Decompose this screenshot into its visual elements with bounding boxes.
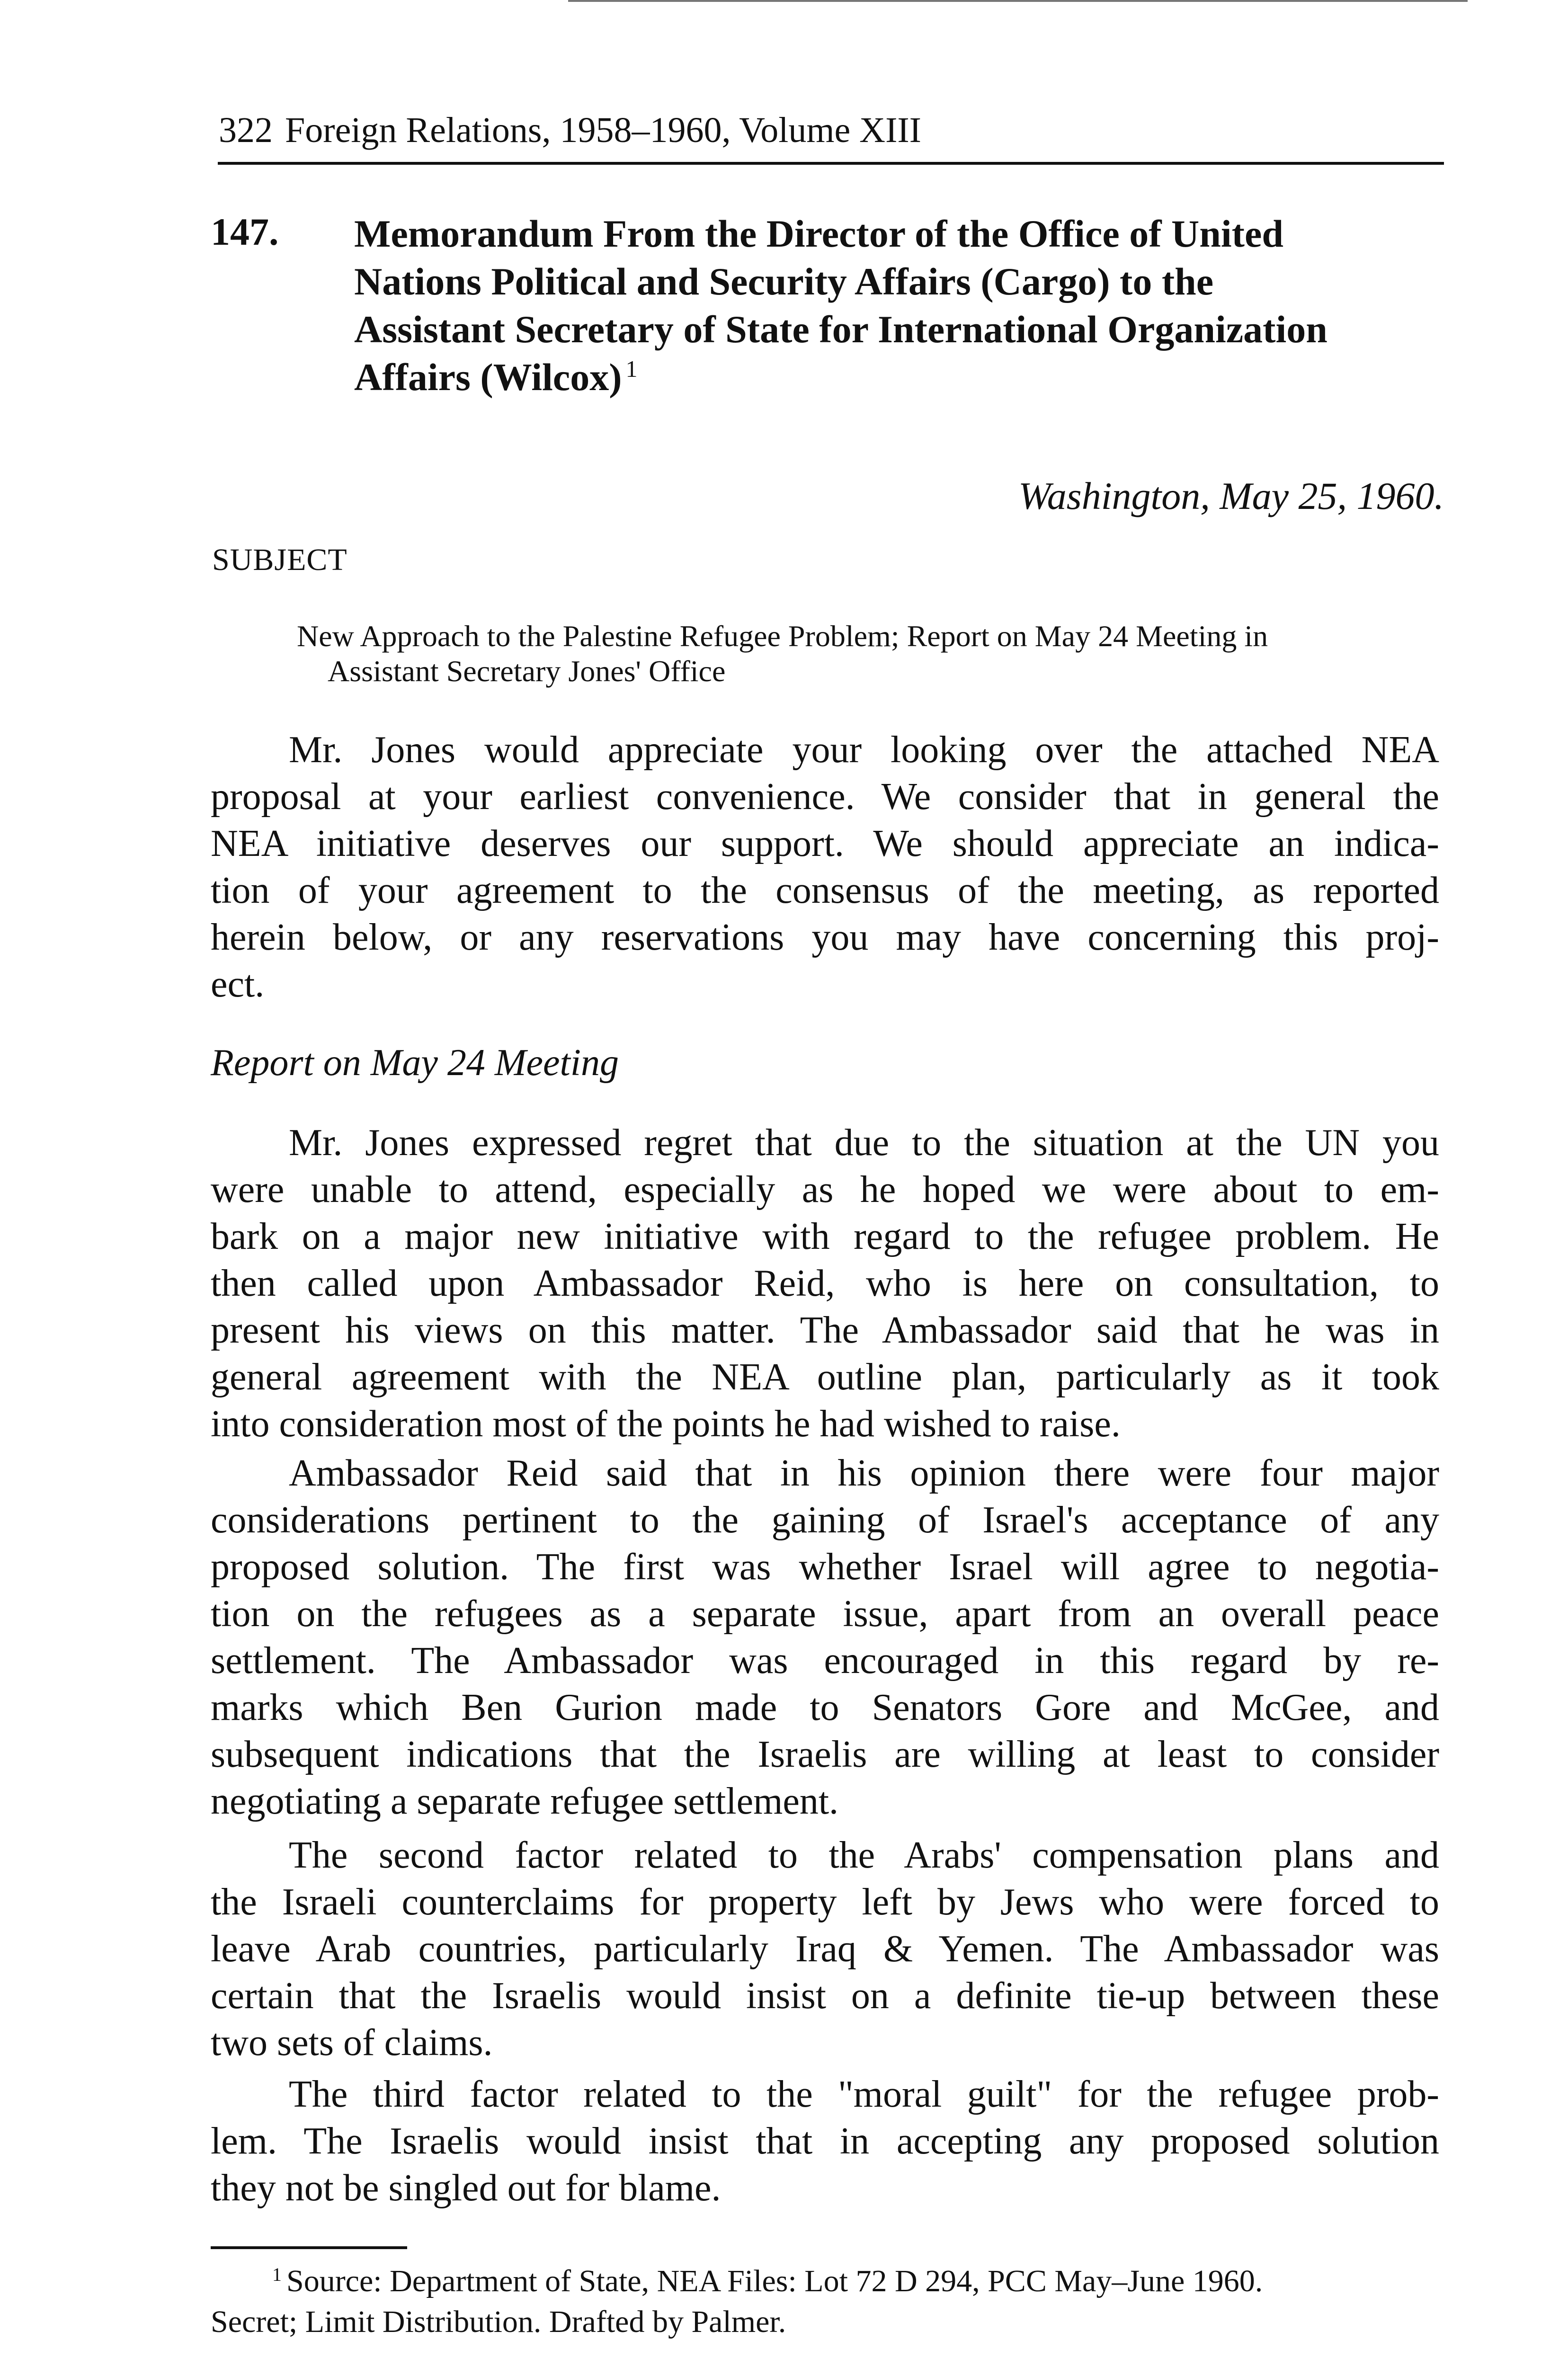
scan-edge-line: [568, 0, 1468, 2]
footnote: [211, 2263, 1439, 2340]
running-title: Foreign Relations, 1958–1960, Volume XIII: [285, 110, 921, 150]
title-line: Memorandum From the Director of the Office of United: [354, 212, 1283, 255]
title-line: [354, 353, 1443, 406]
paragraph-line: herein below, or any reservations you may have concerning this proj-: [211, 917, 1439, 958]
paragraph-line: then called upon Ambassador Reid, who is here on consultation, to: [211, 1263, 1439, 1304]
paragraph-line: Ambassador Reid said that in his opinion there were four major: [289, 1452, 1439, 1494]
paragraph-line: present his views on this matter. The Ambassador said that he was in: [211, 1309, 1439, 1351]
paragraph-4: [211, 1832, 1439, 2066]
paragraph-line: proposed solution. The first was whether Israel will agree to negotia-: [211, 1546, 1439, 1588]
paragraph-line: Mr. Jones expressed regret that due to the situation at the UN you: [289, 1122, 1439, 1164]
paragraph-line: The second factor related to the Arabs' compensation plans and: [289, 1834, 1439, 1876]
dateline: Washington, May 25, 1960.: [1018, 474, 1444, 517]
subject-label: SUBJECT: [212, 543, 347, 577]
paragraph-5: [211, 2071, 1439, 2212]
paragraph-line: lem. The Israelis would insist that in accepting any proposed solution: [211, 2120, 1439, 2162]
title-line-text: Affairs (Wilcox): [354, 356, 622, 399]
page-number: 322: [219, 110, 273, 150]
paragraph-line: tion on the refugees as a separate issue, apart from an overall peace: [211, 1593, 1439, 1635]
title-line: Assistant Secretary of State for International Organization: [354, 308, 1327, 351]
paragraph-line: into consideration most of the points he had wished to raise.: [211, 1403, 1121, 1445]
paragraph-line: certain that the Israelis would insist on a definite tie-up between these: [211, 1975, 1439, 2017]
footnote-rule: [211, 2246, 407, 2249]
paragraph-line: leave Arab countries, particularly Iraq & Yemen. The Ambassador was: [211, 1928, 1439, 1970]
paragraph-line: marks which Ben Gurion made to Senators Gore and McGee, and: [211, 1687, 1439, 1728]
paragraph-line: negotiating a separate refugee settlement.: [211, 1780, 839, 1822]
document-number: 147.: [211, 210, 279, 253]
paragraph-line: settlement. The Ambassador was encouraged in this regard by re-: [211, 1640, 1439, 1682]
paragraph-line: ect.: [211, 963, 265, 1005]
footnote-line: Secret; Limit Distribution. Drafted by Palmer.: [211, 2305, 786, 2339]
paragraph-line: Mr. Jones would appreciate your looking over the attached NEA: [289, 729, 1439, 771]
paragraph-line: the Israeli counterclaims for property left by Jews who were forced to: [211, 1881, 1439, 1923]
paragraph-line: two sets of claims.: [211, 2022, 493, 2064]
paragraph-line: proposal at your earliest convenience. We consider that in general the: [211, 776, 1439, 818]
footnote-text: Source: Department of State, NEA Files: Lot 72 D 294, PCC May–June 1960.: [286, 2264, 1263, 2298]
subject-text: [297, 619, 1443, 689]
footnote-line: [211, 2263, 1439, 2304]
paragraph-line: considerations pertinent to the gaining of Israel's acceptance of any: [211, 1499, 1439, 1541]
paragraph-line: The third factor related to the "moral guilt" for the refugee prob-: [289, 2073, 1439, 2115]
header-rule: [218, 162, 1444, 165]
footnote-marker: 1: [272, 2264, 282, 2285]
paragraph-3: [211, 1450, 1439, 1825]
paragraph-line: they not be singled out for blame.: [211, 2167, 721, 2209]
paragraph-line: general agreement with the NEA outline plan, particularly as it took: [211, 1356, 1439, 1398]
subject-line: Assistant Secretary Jones' Office: [328, 654, 726, 688]
subject-line: New Approach to the Palestine Refugee Problem; Report on May 24 Meeting in: [297, 619, 1268, 653]
paragraph-line: NEA initiative deserves our support. We should appreciate an indica-: [211, 823, 1439, 864]
paragraph-2: [211, 1120, 1439, 1448]
paragraph-line: tion of your agreement to the consensus of the meeting, as reported: [211, 870, 1439, 911]
paragraph-line: were unable to attend, especially as he hoped we were about to em-: [211, 1169, 1439, 1210]
paragraph-line: subsequent indications that the Israelis are willing at least to consider: [211, 1734, 1439, 1775]
title-line: Nations Political and Security Affairs (Cargo) to the: [354, 260, 1214, 303]
running-head: [219, 107, 1443, 165]
paragraph-line: bark on a major new initiative with regard to the refugee problem. He: [211, 1216, 1439, 1257]
paragraph-1: [211, 727, 1439, 1008]
title-footnote-marker: 1: [625, 356, 638, 382]
document-title: [354, 210, 1443, 406]
section-heading: Report on May 24 Meeting: [211, 1042, 619, 1084]
